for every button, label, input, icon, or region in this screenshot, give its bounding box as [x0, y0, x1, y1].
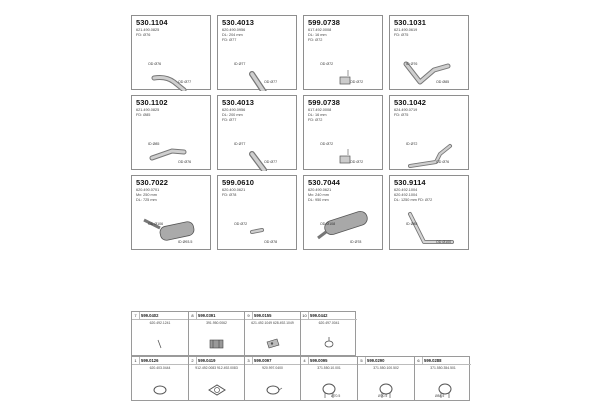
spec-line: Mx: 250 mm — [136, 193, 157, 197]
dimension-label: OD Ø76 — [148, 62, 162, 66]
part-index: 5 — [358, 357, 366, 364]
part-number: 599.0155 — [254, 313, 272, 318]
spec-line: DL: 200 mm — [222, 113, 243, 117]
part-reference: 620.492.1241 — [149, 321, 171, 325]
part-index: 1 — [132, 357, 140, 364]
clamp-block-icon — [189, 312, 245, 355]
dimension-label: OD Ø72 — [350, 80, 364, 84]
part-number: 530.1102 — [136, 98, 168, 107]
small-parts-strip-top — [131, 311, 356, 356]
dimension-label: ID Ø78 — [350, 240, 362, 244]
spec-line: 620.400.0621 — [222, 188, 246, 192]
part-card[interactable] — [303, 95, 383, 170]
dimension-label: OD Ø106 — [148, 222, 164, 226]
pin-icon — [132, 312, 189, 355]
part-index: 2 — [189, 357, 197, 364]
diameter-label: Ø84.5 — [435, 394, 445, 398]
part-index: 10 — [301, 312, 309, 319]
part-card[interactable] — [131, 95, 211, 170]
spec-line: 621.490.0619 — [394, 28, 418, 32]
part-card[interactable] — [303, 175, 383, 250]
spec-line: FD: Ø76 — [136, 33, 151, 37]
part-number: 599.0738 — [308, 18, 341, 27]
part-reference: 371.550.10.001 — [317, 366, 341, 370]
part-cell[interactable] — [132, 312, 189, 355]
spec-line: FD: Ø78 — [222, 193, 237, 197]
spec-line: 621.490.0825 — [136, 108, 160, 112]
part-number: 599.0097 — [254, 358, 272, 363]
spec-line: 620.490.0956 — [222, 108, 246, 112]
spec-line: FD: Ø85 — [136, 113, 151, 117]
dimension-label: ID Ø72 — [406, 142, 418, 146]
part-number: 530.4013 — [222, 18, 255, 27]
part-number: 599.0442 — [310, 313, 328, 318]
part-number: 599.0095 — [310, 358, 328, 363]
part-number: 599.0419 — [198, 358, 216, 363]
spec-line: DL: 16 mm — [308, 113, 327, 117]
dimension-label: OD Ø72 — [320, 62, 334, 66]
dimension-label: OD Ø108 — [320, 222, 336, 226]
dimension-label: OD Ø77 — [178, 80, 192, 84]
part-cell[interactable] — [189, 312, 245, 355]
part-number: 530.1042 — [394, 98, 427, 107]
part-index: 7 — [132, 312, 140, 319]
part-reference: 620.403.0444 — [149, 366, 171, 370]
spec-line: DL: 1250 mm FD: Ø72 — [394, 198, 433, 202]
part-reference: 391.950.0062 — [206, 321, 227, 325]
dimension-label: OD Ø72 — [234, 222, 248, 226]
spec-line: DL: 204 mm — [222, 33, 243, 37]
spec-line: DL: 725 mm — [136, 198, 157, 202]
part-card[interactable] — [131, 175, 211, 250]
part-card[interactable] — [217, 175, 297, 250]
part-number: 530.1104 — [136, 18, 168, 27]
spec-line: FD: Ø75 — [394, 33, 409, 37]
part-number: 530.9114 — [394, 178, 426, 187]
part-reference: 920.997.0400 — [262, 366, 283, 370]
part-card[interactable] — [389, 15, 469, 90]
spec-line: 620.490.0621 — [308, 188, 332, 192]
part-card[interactable] — [217, 95, 297, 170]
spec-line: 620.490.0956 — [222, 28, 246, 32]
spec-line: 624.490.0719 — [394, 108, 418, 112]
dimension-label: OD Ø85 — [436, 80, 450, 84]
part-number: 530.7044 — [308, 178, 341, 187]
spec-line: 620.490.0701 — [136, 188, 160, 192]
spec-line: Mx: 240 mm — [308, 193, 329, 197]
spec-line: 621.490.0825 — [136, 28, 160, 32]
ring-clamp-icon — [132, 357, 189, 400]
part-number: 599.0610 — [222, 178, 255, 187]
part-number: 530.7022 — [136, 178, 169, 187]
part-cell[interactable] — [301, 357, 358, 400]
part-card[interactable] — [389, 95, 469, 170]
spec-line: 620.492.1004 — [394, 188, 418, 192]
dimension-label: OD Ø77 — [264, 80, 278, 84]
u-bolt-clamp-icon — [301, 357, 358, 400]
bracket-icon — [245, 312, 301, 355]
dimension-label: OD Ø76 — [436, 160, 450, 164]
dimension-label: ID Ø77 — [234, 62, 246, 66]
part-cell[interactable] — [189, 357, 245, 400]
part-cell[interactable] — [415, 357, 471, 400]
spec-line: FD: Ø77 — [222, 38, 237, 42]
spec-line: 617.492.0008 — [308, 108, 332, 112]
dimension-label: OD Ø76 — [178, 160, 192, 164]
spec-line: 617.492.0008 — [308, 28, 332, 32]
part-number: 599.0288 — [424, 358, 442, 363]
part-cell[interactable] — [245, 312, 301, 355]
spec-line: 620.492.1004 — [394, 193, 418, 197]
spec-line: DL: 16 mm — [308, 33, 327, 37]
part-card[interactable] — [389, 175, 469, 250]
small-parts-strip-bottom — [131, 356, 470, 401]
part-card[interactable] — [131, 15, 211, 90]
part-reference: 371.550.100.502 — [373, 366, 399, 370]
dimension-label: ID Ø85 — [148, 142, 160, 146]
part-number: 599.0391 — [198, 313, 216, 318]
dimension-label: OD Ø72 — [320, 142, 334, 146]
dimension-label: OD Ø77 — [264, 160, 278, 164]
part-index: 8 — [189, 312, 197, 319]
part-index: 6 — [415, 357, 423, 364]
part-reference: 371.550.354.501 — [430, 366, 456, 370]
ring-clamp-icon — [245, 357, 301, 400]
spec-line: DL: 950 mm — [308, 198, 329, 202]
part-reference: 620.497.0041 — [318, 321, 340, 325]
part-number: 599.0738 — [308, 98, 341, 107]
dimension-label: ID Ø76 — [406, 62, 418, 66]
part-number: 599.0126 — [141, 358, 159, 363]
part-number: 530.1031 — [394, 18, 427, 27]
part-index: 3 — [245, 357, 253, 364]
diameter-label: Ø70.5 — [378, 394, 388, 398]
dimension-label: ID Ø77 — [234, 142, 246, 146]
hanger-icon — [301, 312, 357, 355]
dimension-label: OD Ø100 — [436, 240, 452, 244]
gasket-icon — [189, 357, 245, 400]
spec-line: FD: Ø72 — [308, 118, 323, 122]
part-number: 599.0290 — [367, 358, 385, 363]
part-index: 9 — [245, 312, 253, 319]
part-card[interactable] — [217, 15, 297, 90]
part-index: 4 — [301, 357, 309, 364]
part-cell[interactable] — [358, 357, 415, 400]
part-cell[interactable] — [132, 357, 189, 400]
dimension-label: ID Ø93.5 — [178, 240, 193, 244]
part-number: 530.4013 — [222, 98, 255, 107]
part-card[interactable] — [303, 15, 383, 90]
dimension-label: OD Ø72 — [350, 160, 364, 164]
part-cell[interactable] — [301, 312, 357, 355]
part-reference: 621.492.1049 628.492.1049 — [251, 321, 294, 325]
dimension-label: ID Ø85 — [406, 222, 418, 226]
diameter-label: Ø70.5 — [331, 394, 341, 398]
spec-line: FD: Ø75 — [394, 113, 409, 117]
part-reference: 912.492.0083 912.492.0083 — [195, 366, 238, 370]
spec-line: FD: Ø77 — [222, 118, 237, 122]
dimension-label: OD Ø78 — [264, 240, 278, 244]
part-number: 599.0402 — [141, 313, 159, 318]
spec-line: FD: Ø72 — [308, 38, 323, 42]
part-cell[interactable] — [245, 357, 301, 400]
